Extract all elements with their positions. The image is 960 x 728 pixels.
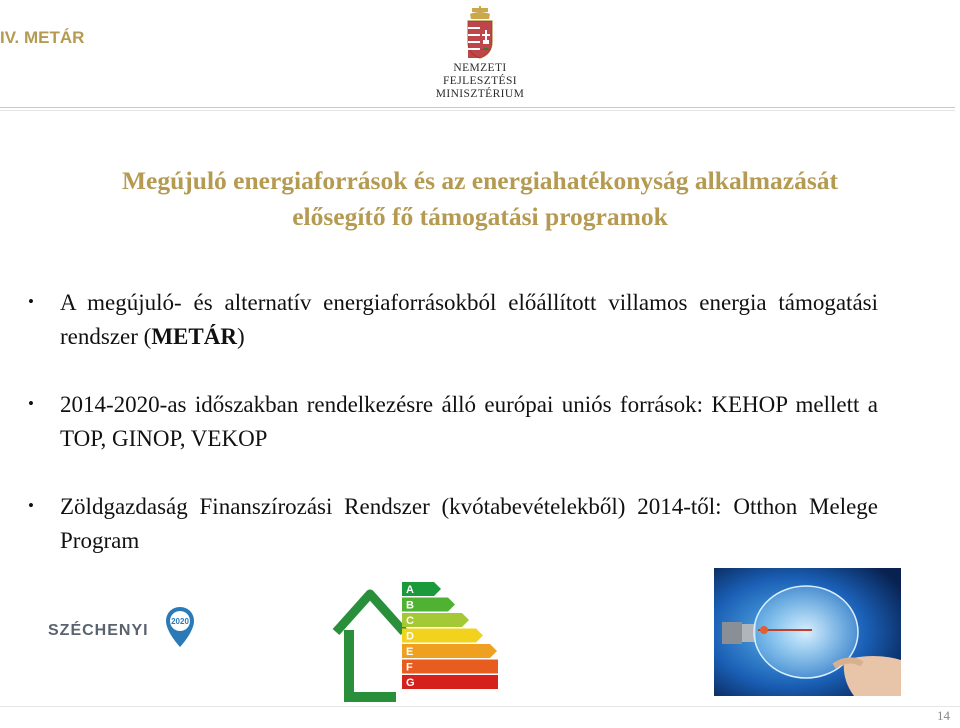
energy-class-letter: C [406, 615, 414, 627]
energy-class-bars [402, 582, 498, 689]
hungarian-crest-icon [463, 6, 497, 60]
footer-divider [0, 706, 960, 707]
szechenyi-2020-logo [38, 572, 198, 672]
bullet-icon: • [28, 394, 34, 413]
bullet-icon: • [28, 496, 34, 515]
szechenyi-label: SZÉCHENYI [48, 622, 149, 639]
bullet-text: Zöldgazdaság Finanszírozási Rendszer (kvótabevételekből) 2014-től: Otthon Melege Program [60, 494, 878, 553]
bullet-text: 2014-2020-as időszakban rendelkezésre álló európai uniós források: KEHOP mellett a TOP, GINOP, VEKOP [60, 392, 878, 451]
image-row [0, 560, 960, 728]
light-bulb-image [714, 568, 901, 696]
bullet-icon: • [28, 292, 34, 311]
energy-class-bar [402, 629, 483, 643]
ministry-name-line2: MINISZTÉRIUM [435, 88, 525, 100]
slide-title-line2: elősegítő fő támogatási programok [292, 202, 668, 231]
energy-class-letter: D [406, 630, 414, 643]
energy-class-bar [402, 675, 498, 689]
szechenyi-year: 2020 [171, 617, 189, 626]
energy-class-letter: G [406, 677, 415, 689]
ministry-name-line1: NEMZETI FEJLESZTÉSI [442, 62, 518, 87]
energy-class-letter: B [406, 599, 414, 612]
bullet-text-end: ) [236, 324, 245, 349]
slide-title [20, 163, 940, 235]
ministry-logo [418, 6, 542, 101]
map-pin-icon [165, 606, 195, 648]
energy-label-house-image [328, 576, 498, 706]
energy-class-bar [402, 644, 497, 658]
slide-title-line1: Megújuló energiaforrások és az energiahatékonyság alkalmazását [121, 166, 839, 195]
bullet-text: A megújuló- és alternatív energiaforrásokból előállított villamos energia támogatási rendszer ( [60, 290, 878, 349]
ministry-name [418, 62, 542, 101]
bullet-item [28, 490, 878, 558]
bullet-item [28, 388, 878, 456]
header-divider-shadow [0, 110, 955, 111]
energy-class-bar [402, 660, 498, 674]
header-divider [0, 107, 955, 108]
energy-class-letter: F [406, 661, 413, 674]
bullet-bold-text: METÁR [151, 324, 237, 349]
page-number: 14 [937, 708, 950, 723]
bullet-list [28, 286, 878, 592]
energy-class-letter: A [406, 584, 414, 596]
energy-class-letter: E [406, 646, 414, 658]
section-title: IV. METÁR [0, 28, 85, 47]
bullet-item [28, 286, 878, 354]
